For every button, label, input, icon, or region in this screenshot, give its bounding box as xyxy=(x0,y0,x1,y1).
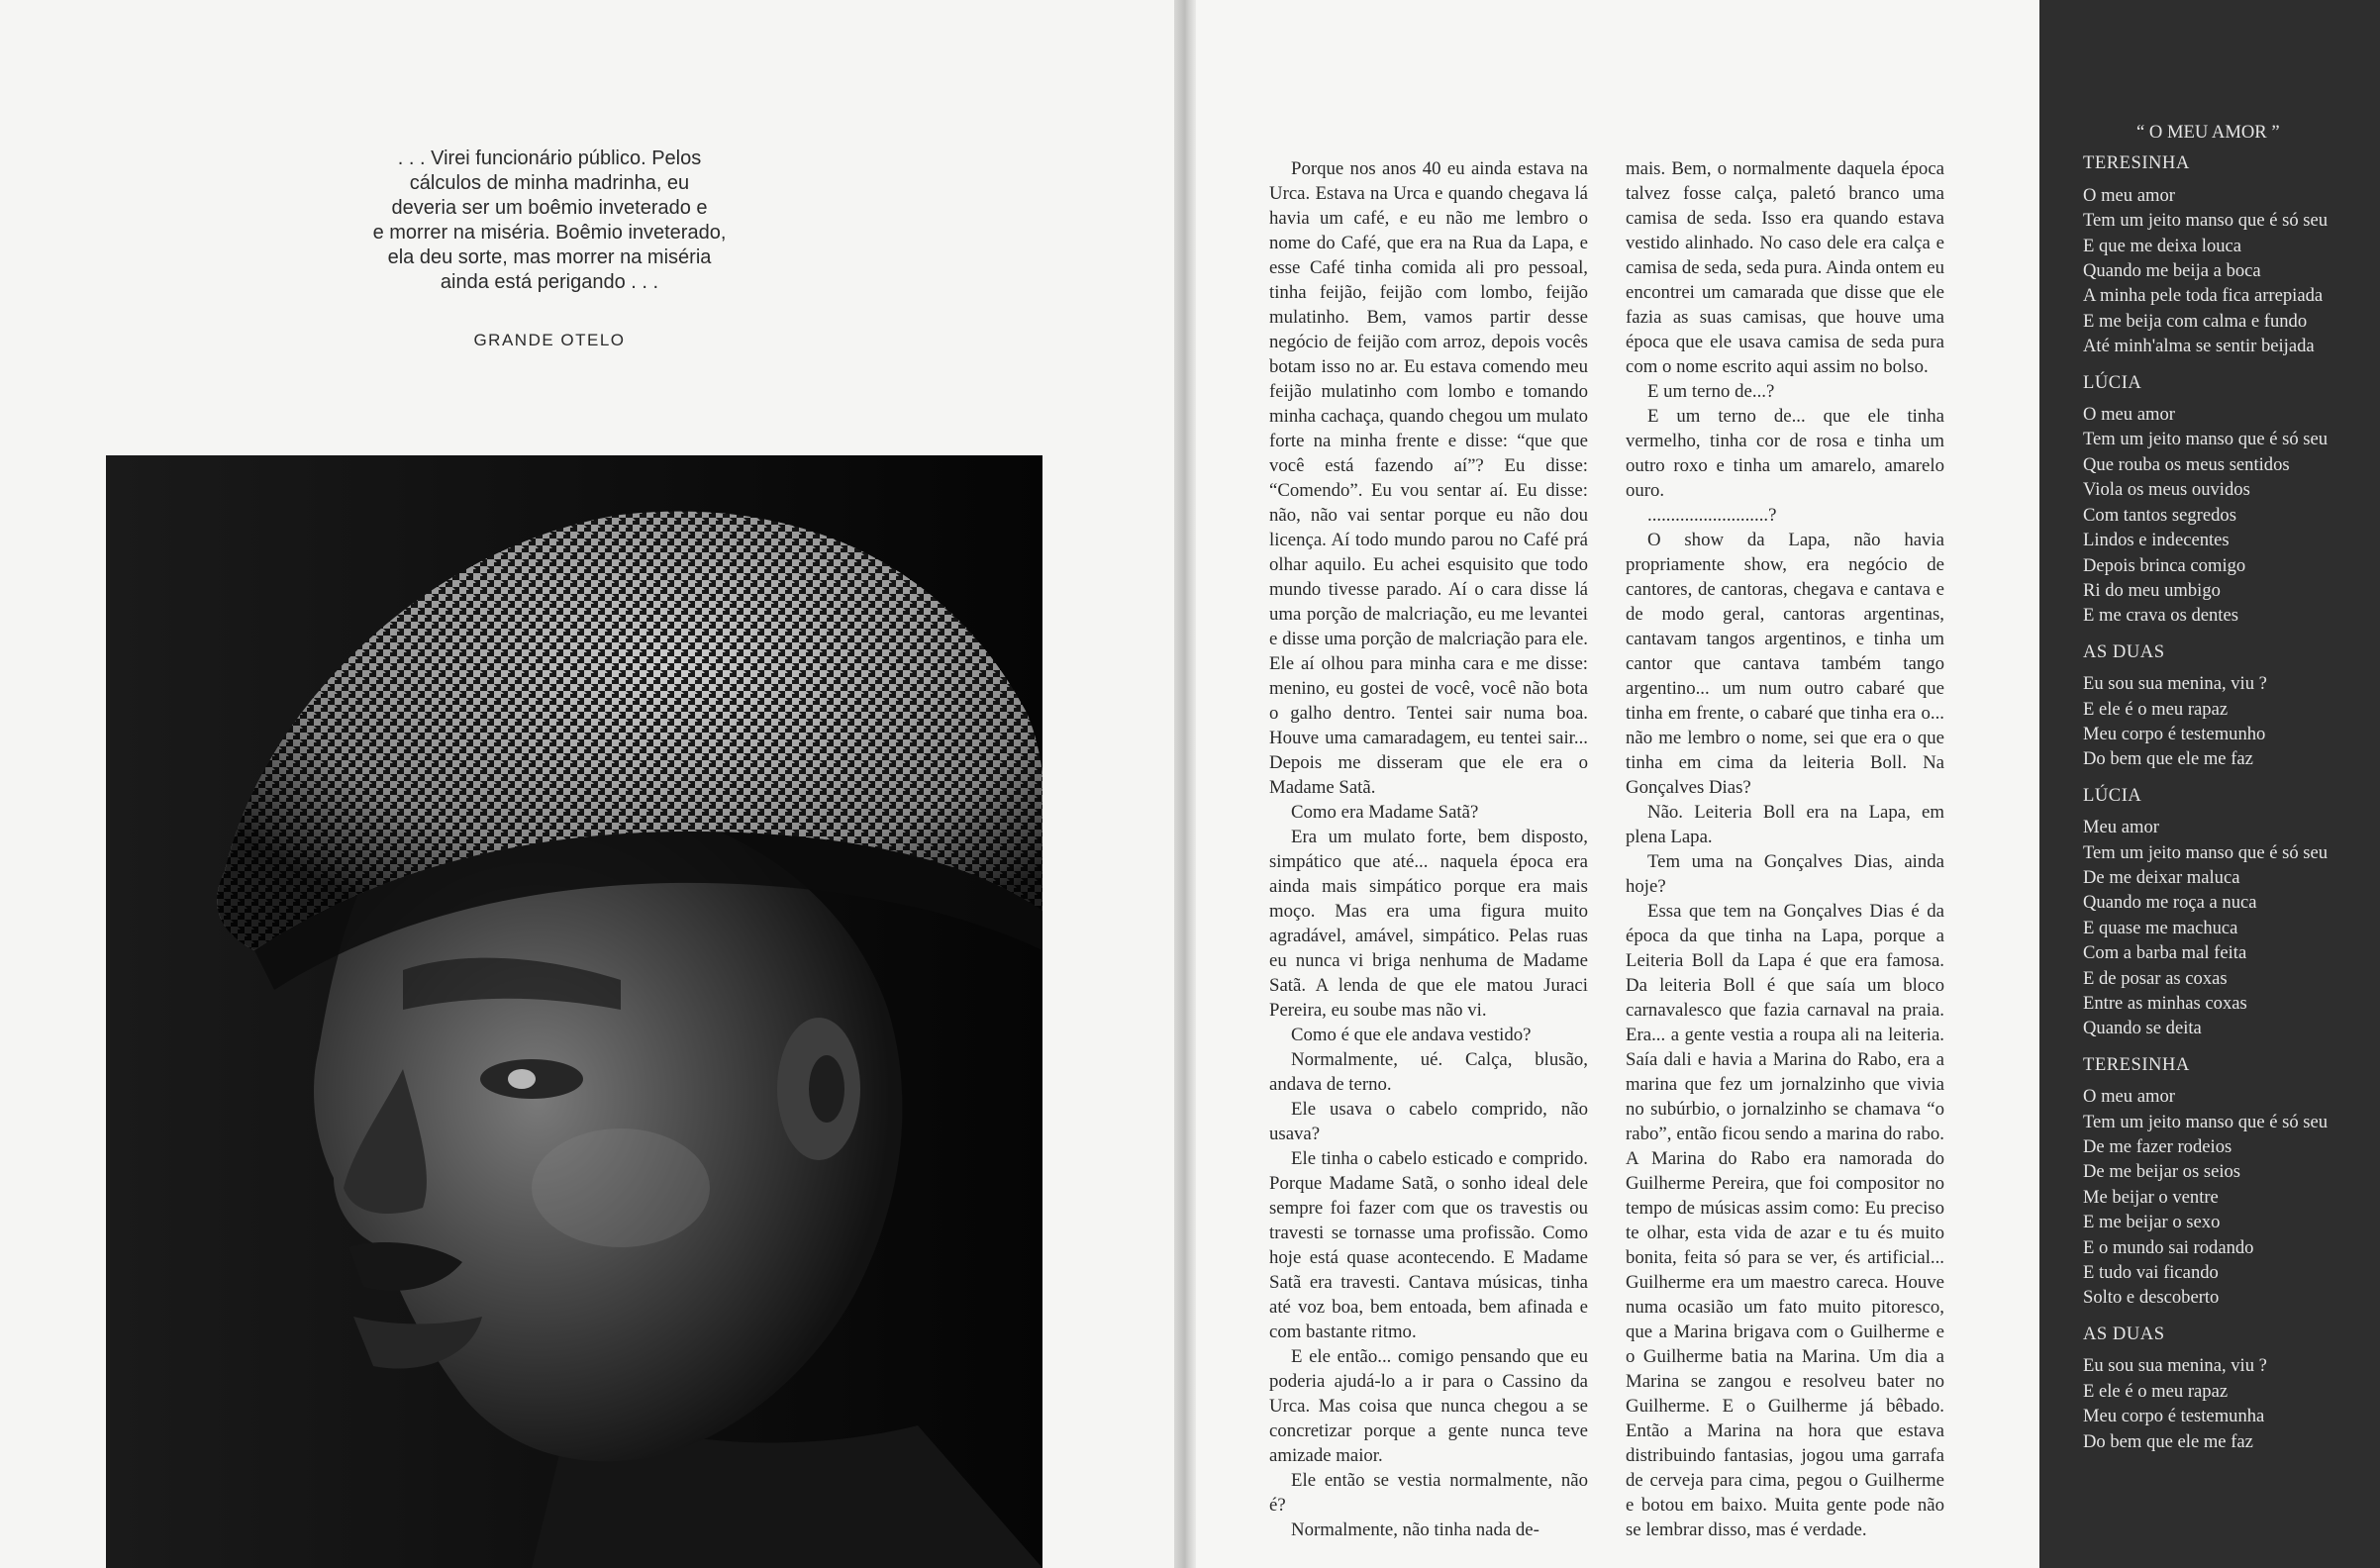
lyrics-line: De me deixar maluca xyxy=(2083,866,2240,888)
lyrics-line: O meu amor xyxy=(2083,184,2175,206)
paragraph: Ele tinha o cabelo esticado e comprido. Porque Madame Satã, o sonho ideal dele sempre foi fazer com que os travestis ou travesti se tornasse uma profissão. Como hoje está quase acontecendo. E Madame Satã era travesti. Cantava músicas, tinha até voz boa, bem entoada, bem afinada e com bastante ritmo. xyxy=(1269,1148,1588,1342)
lyrics-line: Até minh'alma se sentir beijada xyxy=(2083,336,2315,357)
lyrics-line: E me beijar o sexo xyxy=(2083,1212,2221,1233)
lyrics-speaker: TERESINHA xyxy=(2083,1053,2190,1075)
epigraph-line: e morrer na miséria. Boêmio inveterado, xyxy=(372,222,727,244)
lyrics-line: Tem um jeito manso que é só seu xyxy=(2083,429,2329,450)
lyrics-speaker: AS DUAS xyxy=(2083,1323,2165,1344)
paragraph: Essa que tem na Gonçalves Dias é da época da que tinha na Lapa, porque a Leiteria Boll da Lapa é que era famosa. Da leiteria Boll é que saía um bloco carnavalesco que fazia carnaval na praia. Era... a gente vestia a roupa ali na leiteria. Saía dali e havia a Marina do Rabo, era a marina que fez um jornalzinho que vivia no subúrbio, o jornalzinho se chamava “o rabo”, então ficou sendo a marina do rabo. A Marina do Rabo era namorada do Guilherme Pereira, que foi compositor no tempo de músicas assim como: Eu preciso te olhar, esta vida de azar e tu és muito bonita, feita só para se ver, és artificial... Guilherme era um maestro careca. Houve numa ocasião um fato muito pitoresco, que a Marina brigava com o Guilherme e o Guilherme batia na Marina. Um dia a Marina se zangou e resolveu bater no Guilherme. E o Guilherme já bêbado. Então a Marina na hora que estava distribuindo fantasias, jogou uma garrafa de cerveja para cima, pegou o Guilherme e botou em baixo. Muita gente pode não se lembrar disso, mas é verdade. xyxy=(1626,901,1944,1540)
lyrics-speaker: LÚCIA xyxy=(2083,784,2142,806)
paragraph: E um terno de... que ele tinha vermelho, tinha cor de rosa e tinha um outro roxo e tinha um amarelo, amarelo ouro. xyxy=(1626,406,1944,501)
question: Tem uma na Gonçalves Dias, ainda hoje? xyxy=(1626,851,1944,897)
lyrics-line: Que rouba os meus sentidos xyxy=(2083,453,2290,475)
epigraph-line: ela deu sorte, mas morrer na miséria xyxy=(387,246,712,268)
lyrics-line: Meu corpo é testemunha xyxy=(2083,1406,2265,1427)
epigraph-line: cálculos de minha madrinha, eu xyxy=(409,172,690,194)
lyrics-line: Tem um jeito manso que é só seu xyxy=(2083,841,2329,863)
question: Como era Madame Satã? xyxy=(1291,802,1479,823)
lyrics-line: Ri do meu umbigo xyxy=(2083,579,2221,601)
lyrics-line: E quase me machuca xyxy=(2083,917,2238,938)
lyrics-line: Quando se deita xyxy=(2083,1018,2202,1039)
lyrics-line: O meu amor xyxy=(2083,404,2175,426)
lyrics-speaker: TERESINHA xyxy=(2083,152,2190,174)
lyrics-block xyxy=(2083,120,2380,1454)
lyrics-line: Depois brinca comigo xyxy=(2083,554,2246,576)
lyrics-line: E me crava os dentes xyxy=(2083,605,2238,627)
epigraph-line: deveria ser um boêmio inveterado e xyxy=(391,197,708,219)
lyrics-line: De me beijar os seios xyxy=(2083,1161,2241,1183)
lyrics-line: Meu amor xyxy=(2083,817,2159,838)
lyrics-line: E ele é o meu rapaz xyxy=(2083,1380,2229,1402)
lyrics-line: Do bem que ele me faz xyxy=(2083,1430,2253,1452)
paragraph: E ele então... comigo pensando que eu poderia ajudá-lo a ir para o Cassino da Urca. Mas coisa que nunca chegou a se concretizar porque a gente nunca teve amizade maior. xyxy=(1269,1346,1588,1466)
lyrics-title: “ O MEU AMOR ” xyxy=(2136,122,2280,143)
lyrics-line: Quando me beija a boca xyxy=(2083,260,2261,282)
paragraph: Era um mulato forte, bem disposto, simpático que até... naquela época era ainda mais simpático porque era mais moço. Mas era uma figura muito agradável, amável, simpático. Pelas ruas eu nunca vi briga nenhuma de Madame Satã. A lenda de que ele matou Juraci Pereira, eu soube mas não vi. xyxy=(1269,827,1588,1021)
paragraph: Normalmente, ué. Calça, blusão, andava de terno. xyxy=(1269,1049,1588,1095)
lyrics-line: E o mundo sai rodando xyxy=(2083,1236,2254,1258)
paragraph: Porque nos anos 40 eu ainda estava na Urca. Estava na Urca e quando chegava lá havia um café, e eu não me lembro o nome do Café, que era na Rua da Lapa, e esse Café tinha comida ali pro pessoal, tinha feijão, feijão com lombo, feijão mulatinho. Bem, vamos partir desse negócio de feijão com arroz, depois vocês botam isso no ar. Eu estava comendo meu feijão mulatinho com lombo e tomando minha cachaça, quando chegou um mulato forte na minha frente e disse: “que que você está fazendo aí”? Eu disse: “Comendo”. Eu vou sentar aí. Eu disse: não, não vai sentar porque eu não dou licença. Aí todo mundo parou no Café prá olhar aquilo. Eu achei esquisito que todo mundo tivesse parado. Aí o cara disse lá uma porção de malcriação, eu me levantei e disse uma porção de malcriação para ele. Ele aí olhou para minha cara e me disse: menino, eu gostei de você, você não bota o galho dentro. Tentei sair numa boa. Houve uma camaradagem, eu tentei sair... Depois me disseram que ele era o Madame Satã. xyxy=(1269,158,1588,798)
paragraph: Não. Leiteria Boll era na Lapa, em plena Lapa. xyxy=(1626,802,1944,847)
lyrics-speaker: LÚCIA xyxy=(2083,371,2142,393)
lyrics-line: E de posar as coxas xyxy=(2083,967,2228,989)
question: ..........................? xyxy=(1647,505,1777,526)
question: Ele usava o cabelo comprido, não usava? xyxy=(1269,1099,1588,1144)
lyrics-line: Quando me roça a nuca xyxy=(2083,892,2257,914)
question: Como é que ele andava vestido? xyxy=(1291,1025,1532,1045)
lyrics-line: Me beijar o ventre xyxy=(2083,1186,2219,1208)
question: Ele então se vestia normalmente, não é? xyxy=(1269,1470,1588,1516)
lyrics-line: A minha pele toda fica arrepiada xyxy=(2083,285,2324,307)
question: E um terno de...? xyxy=(1647,381,1775,402)
lyrics-speaker: AS DUAS xyxy=(2083,640,2165,662)
lyrics-line: De me fazer rodeios xyxy=(2083,1136,2232,1158)
lyrics-line: Tem um jeito manso que é só seu xyxy=(2083,210,2329,232)
lyrics-line: Com a barba mal feita xyxy=(2083,942,2247,964)
lyrics-line: Com tantos segredos xyxy=(2083,504,2236,526)
lyrics-line: E tudo vai ficando xyxy=(2083,1262,2219,1284)
lyrics-line: Do bem que ele me faz xyxy=(2083,748,2253,770)
epigraph-quote xyxy=(337,147,762,295)
lyrics-line: E ele é o meu rapaz xyxy=(2083,698,2229,720)
lyrics-line: O meu amor xyxy=(2083,1086,2175,1108)
portrait-photo xyxy=(106,455,1042,1568)
epigraph-author: GRANDE OTELO xyxy=(473,331,626,349)
page-gutter xyxy=(1174,0,1198,1568)
lyrics-line: Eu sou sua menina, viu ? xyxy=(2083,673,2267,695)
paragraph: mais. Bem, o normalmente daquela época talvez fosse calça, paletó branco uma camisa de seda. Isso era quando estava vestido alinhado. No caso dele era calça e camisa de seda, seda pura. Ainda ontem eu encontrei um camarada que disse que ele fazia as suas camisas, que houve uma época que ele usava camisa de seda pura com o nome escrito aqui assim no bolso. xyxy=(1626,158,1944,377)
epigraph-line: ainda está perigando . . . xyxy=(440,271,659,293)
paragraph: Normalmente, não tinha nada de- xyxy=(1291,1519,1539,1540)
lyrics-line: Entre as minhas coxas xyxy=(2083,993,2247,1014)
paragraph: O show da Lapa, não havia propriamente show, era negócio de cantores, de cantoras, chegava e cantava e de modo geral, cantoras argentinas, cantavam tangos argentinos, e tinha um cantor que cantava também tango argentino... um num outro cabaré que tinha em frente, o cabaré que tinha era o... não me lembro o nome, sei que era o que tinha em cima da leiteria Boll. Na Gonçalves Dias? xyxy=(1626,530,1944,798)
left-page xyxy=(0,0,1176,1568)
epigraph-line: . . . Virei funcionário público. Pelos xyxy=(397,147,702,169)
lyrics-line: Viola os meus ouvidos xyxy=(2083,479,2250,501)
lyrics-line: Eu sou sua menina, viu ? xyxy=(2083,1355,2267,1377)
lyrics-line: Tem um jeito manso que é só seu xyxy=(2083,1111,2329,1132)
lyrics-line: Solto e descoberto xyxy=(2083,1287,2220,1309)
lyrics-line: Lindos e indecentes xyxy=(2083,530,2230,551)
lyrics-line: E que me deixa louca xyxy=(2083,235,2242,256)
lyrics-line: E me beija com calma e fundo xyxy=(2083,310,2308,332)
lyrics-line: Meu corpo é testemunho xyxy=(2083,723,2266,744)
article-column-1 xyxy=(1269,156,1588,1542)
article-column-2 xyxy=(1626,156,1944,1542)
